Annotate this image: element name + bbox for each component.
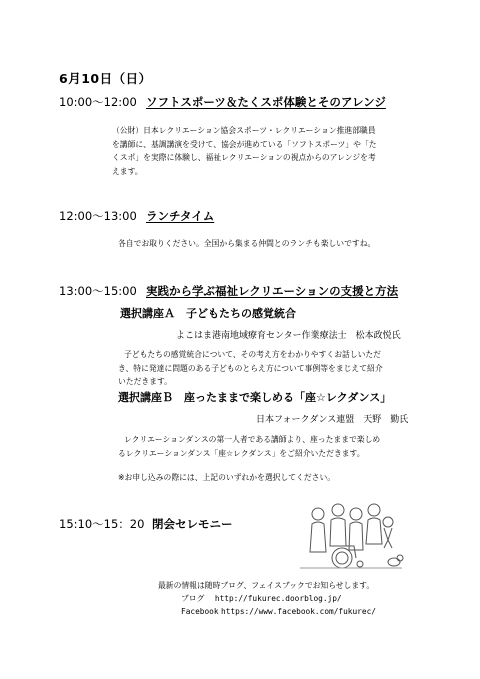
session4-title: 閉会セレモニー [152,517,233,531]
courseA-speaker: よこはま港南地域療育センター作業療法士 松本政悦氏 [176,331,401,341]
session1-description-line: を講師に、基調講演を受けて、協会が進めている「ソフトスポーツ」や「た [112,139,377,149]
courseB-description-line: レクリエーションダンスの第一人者である講師より、座ったままで楽しめ [124,435,381,444]
courseA-description-line: いただきます。 [118,377,172,387]
courseB-description [118,433,380,460]
courseA-title: 選択講座Ａ 子どもたちの感覚統合 [120,307,296,320]
session3-time: 13:00～15:00 [59,284,137,298]
session2-time: 12:00～13:00 [59,209,137,223]
event-date: 6月10日（日） [59,71,152,86]
facebook-url-link[interactable]: https://www.facebook.com/fukurec/ [221,607,376,616]
courseB-title: 選択講座Ｂ 座ったままで楽しめる「座☆レクダンス」 [118,391,392,404]
session1-description-line: （公財）日本レクリエーション協会スポーツ・レクリエーション推進部職員 [112,126,376,135]
courseA-description-line: き、特に発達に問題のある子どものとらえ方について事例等をまじえて紹介 [118,363,383,373]
footer-blog [181,592,342,606]
session1-time: 10:00～12:00 [59,95,137,109]
session1-description [112,124,377,178]
session2-description: 各自でお取りください。全国から集まる仲間とのランチも楽しいですね。 [118,239,376,248]
session3-title: 実践から学ぶ福祉レクリエーションの支援と方法 [146,284,399,298]
session1-description-line: えます。 [112,166,143,176]
people-group-wheelchair-icon [296,500,404,572]
footer-facebook [181,605,376,619]
session2-title: ランチタイム [146,209,215,223]
courseB-description-line: るレクリエーションダンス「座☆レクダンス」をご紹介いただきます。 [118,448,365,458]
blog-url-link[interactable]: http://fukurec.doorblog.jp/ [214,594,342,603]
session1-description-line: くスポ」を実際に体験し、福祉レクリエーションの視点からのアレンジを考 [112,153,376,163]
selection-note: ※お申し込みの際には、上記のいずれかを選択してください。 [118,473,336,482]
courseA-description [118,348,383,389]
footer-info: 最新の情報は随時ブログ、フェイスブックでお知らせします。 [158,581,375,590]
blog-label: ブログ [181,594,205,603]
courseB-speaker: 日本フォークダンス連盟 天野 勤氏 [256,415,409,425]
courseA-description-line: 子どもたちの感覚統合について、その考え方をわかりやすくお話しいただ [124,350,381,359]
session1-title: ソフトスポーツ＆たくスポ体験とそのアレンジ [146,95,386,109]
facebook-label: Facebook [181,607,219,616]
session4-time: 15:10～15：20 [59,517,145,531]
